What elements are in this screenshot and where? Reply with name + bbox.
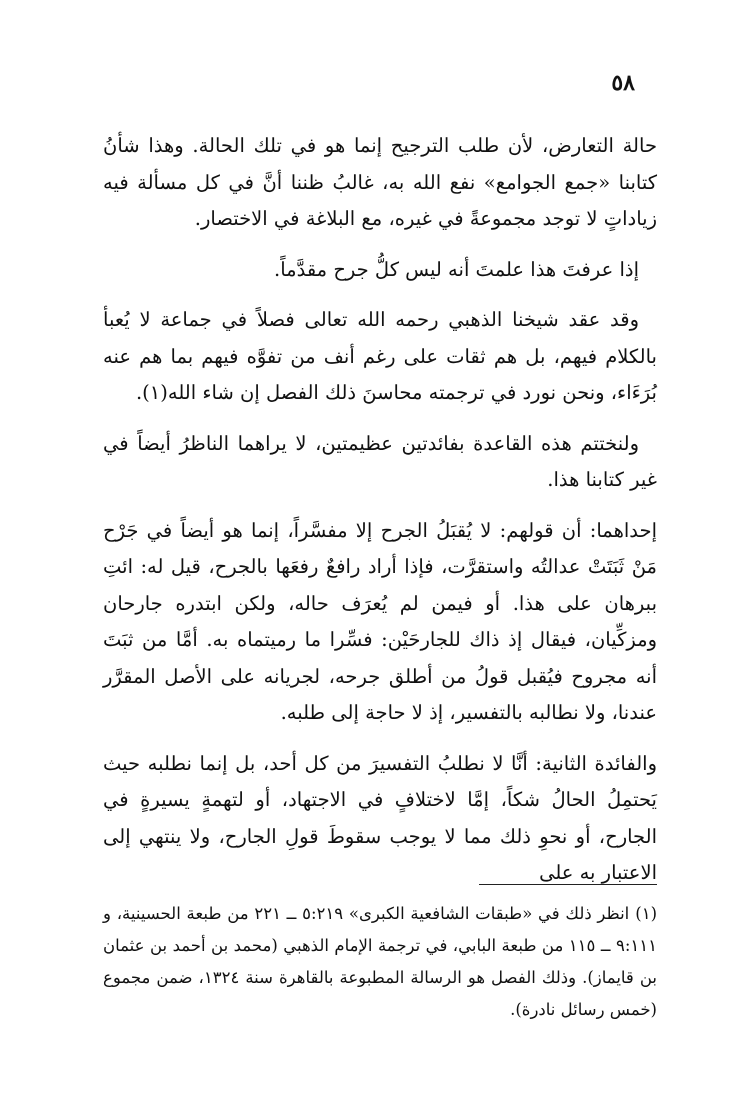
page-number: ٥٨ — [611, 70, 635, 96]
footnote-text: انظر ذلك في «طبقات الشافعية الكبرى» ٥:٢١٩ ــ ٢٢١ من طبعة الحسينية، و ٩:١١١ ــ ١١٥ من طبعة البابي، في ترجمة الإمام الذهبي (محمد بن أحمد بن عثمان بن قايماز). وذلك الفصل هو الرسالة المطبوعة بالقاهرة سنة ١٣٢٤، ضمن مجموع (خمس رسائل نادرة). — [103, 904, 657, 1019]
paragraph-4: ولنختتم هذه القاعدة بفائدتين عظيمتين، لا يراهما الناظرُ أيضاً في غير كتابنا هذا. — [103, 431, 657, 491]
footnote-marker: (١) — [635, 904, 657, 923]
main-text — [103, 128, 657, 906]
footnote — [103, 898, 657, 1026]
paragraph-5: إحداهما: أن قولهم: لا يُقبَلُ الجرح إلا مفسَّراً، إنما هو أيضاً في جَرْح مَنْ ثَبَتَتْ عدالتُه واستقرَّت، فإذا أراد رافعٌ رفعَها بالجرح، قيل له: ائتِ ببرهان على هذا. أو فيمن لم يُعرَف حاله، ولكن ابتدره جارحان ومزكِّيان، فيقال إذ ذاك للجارحَيْن: فسِّرا ما رميتماه به. أمَّا من ثبَتَ أنه مجروح فيُقبل قولُ من أطلق جرحه، لجريانه على الأصل المقرَّر عندنا، ولا نطالبه بالتفسير، إذ لا حاجة إلى طلبه. — [103, 518, 657, 724]
paragraph-6: والفائدة الثانية: أنَّا لا نطلبُ التفسيرَ من كل أحد، بل إنما نطلبه حيث يَحتمِلُ الحالُ شكاً، إمَّا لاختلافٍ في الاجتهاد، أو لتهمةٍ يسيرةٍ في الجارح، أو نحوِ ذلك مما لا يوجب سقوطَ قولِ الجارح، ولا ينتهي إلى الاعتبار به على — [103, 751, 657, 884]
paragraph-3: وقد عقد شيخنا الذهبي رحمه الله تعالى فصلاً في جماعة لا يُعبأ بالكلام فيهم، بل هم ثقات على رغم أنف من تفوَّه فيهم بما هم عنه بُرَءَاء، ونحن نورد في ترجمته محاسنَ ذلك الفصل إن شاء الله(١). — [103, 308, 657, 404]
paragraph-1: حالة التعارض، لأن طلب الترجيح إنما هو في تلك الحالة. وهذا شأنُ كتابنا «جمع الجوامع» نفع الله به، غالبُ ظننا أنَّ في كل مسألة فيه زياداتٍ لا توجد مجموعةً في غيره، مع البلاغة في الاختصار. — [103, 134, 657, 230]
footnote-divider — [479, 884, 657, 885]
paragraph-2: إذا عرفتَ هذا علمتَ أنه ليس كلُّ جرح مقدَّماً. — [274, 257, 639, 281]
